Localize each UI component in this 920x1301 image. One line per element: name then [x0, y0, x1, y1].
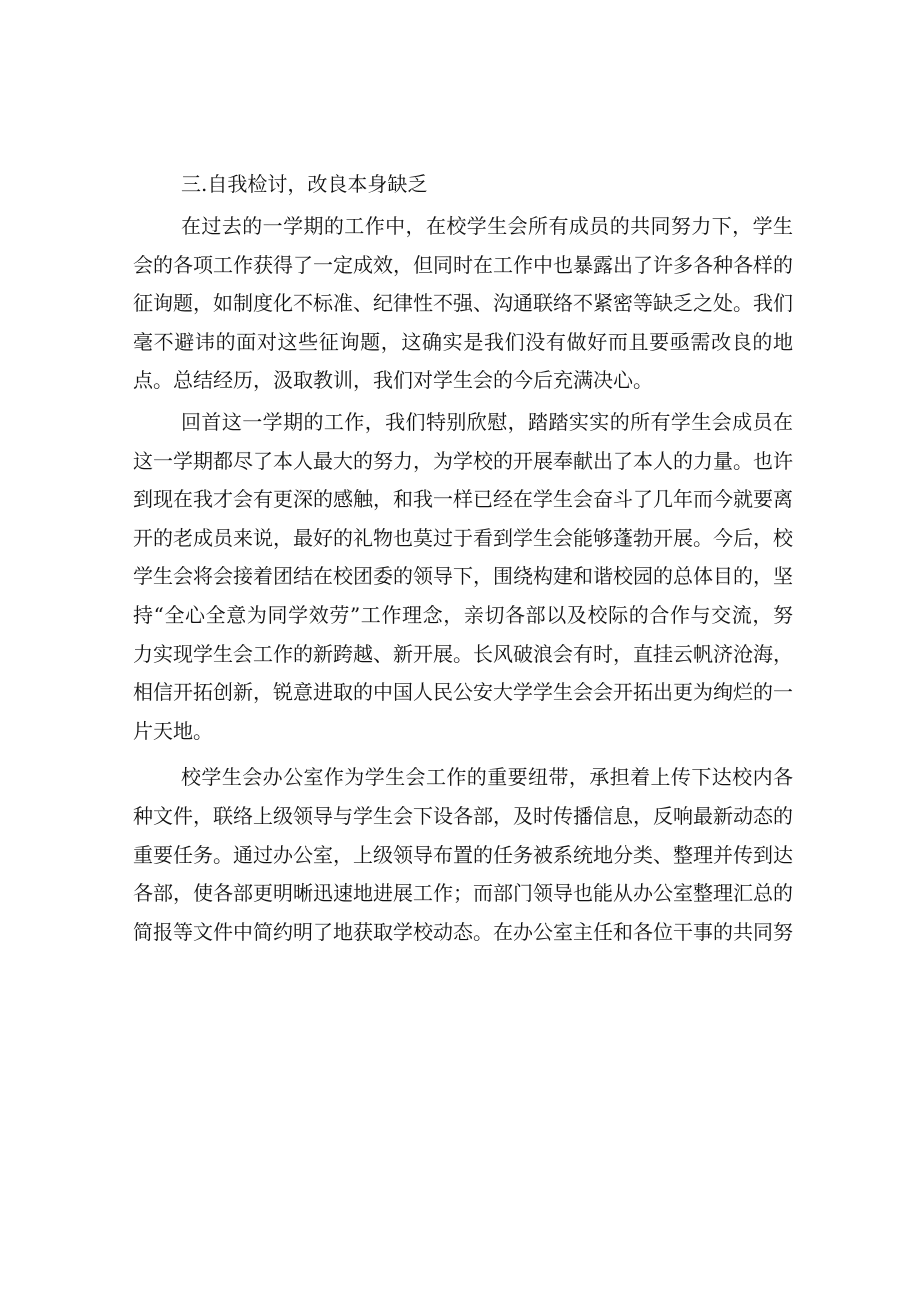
document-body	[133, 164, 793, 951]
paragraph-3: 校学生会办公室作为学生会工作的重要纽带，承担着上传下达校内各种文件，联络上级领导与学生会下设各部，及时传播信息，反响最新动态的重要任务。通过办公室，上级领导布置的任务被系统地分类、整理并传到达各部，使各部更明晰迅速地进展工作；而部门领导也能从办公室整理汇总的简报等文件中简约明了地获取学校动态。在办公室主任和各位干事的共同努	[133, 765, 793, 944]
paragraph-1: 在过去的一学期的工作中，在校学生会所有成员的共同努力下，学生会的各项工作获得了一定成效，但同时在工作中也暴露出了许多各种各样的征询题，如制度化不标准、纪律性不强、沟通联络不紧密等缺乏之处。我们毫不避讳的面对这些征询题，这确实是我们没有做好而且要亟需改良的地点。总结经历，汲取教训，我们对学生会的今后充满决心。	[133, 214, 793, 393]
paragraph-2: 回首这一学期的工作，我们特别欣慰，踏踏实实的所有学生会成员在这一学期都尽了本人最大的努力，为学校的开展奉献出了本人的力量。也许到现在我才会有更深的感触，和我一样已经在学生会奋斗了几年而今就要离开的老成员来说，最好的礼物也莫过于看到学生会能够蓬勃开展。今后，校学生会将会接着团结在校团委的领导下，围绕构建和谐校园的总体目的，坚持“全心全意为同学效劳”工作理念，亲切各部以及校际的合作与交流，努力实现学生会工作的新跨越、新开展。长风破浪会有时，直挂云帆济沧海，相信开拓创新，锐意进取的中国人民公安大学学生会会开拓出更为绚烂的一片天地。	[133, 409, 793, 743]
section-heading: 三.自我检讨，改良本身缺乏	[181, 172, 428, 196]
